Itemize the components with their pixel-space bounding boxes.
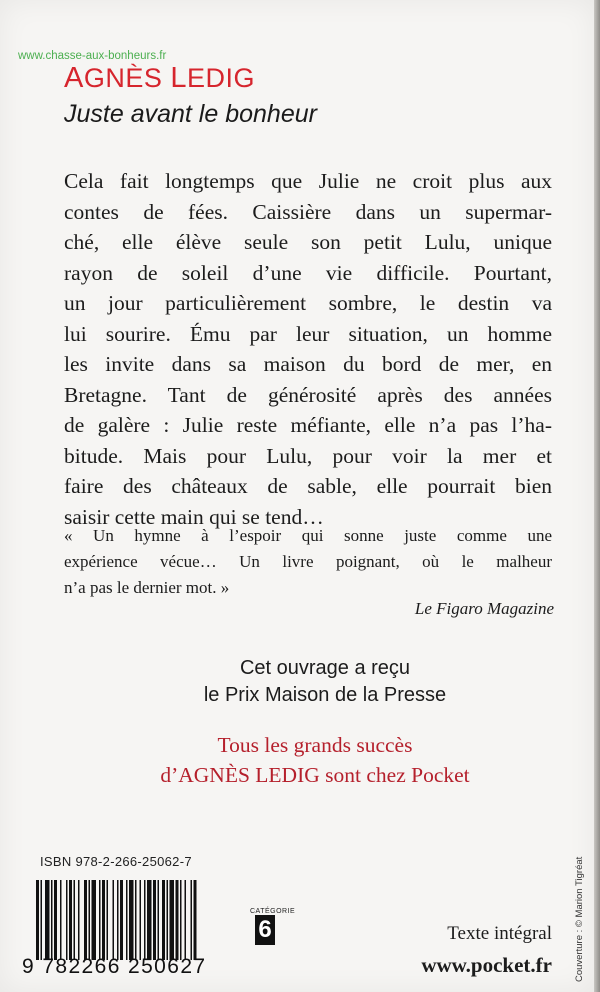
barcode-bar bbox=[54, 880, 57, 960]
watermark-link[interactable]: www.chasse-aux-bonheurs.fr bbox=[18, 50, 167, 62]
barcode-bar bbox=[41, 880, 43, 960]
barcode-bar bbox=[144, 880, 146, 960]
barcode-bar bbox=[102, 880, 105, 960]
barcode-bar bbox=[185, 880, 187, 960]
blurb-line: lui sourire. Ému par leur situation, un homme bbox=[64, 321, 552, 346]
blurb-line: faire des châteaux de sable, elle pourrait bien bbox=[64, 474, 552, 498]
barcode-bar bbox=[78, 880, 80, 960]
blurb-line: un jour particulièrement sombre, le destin va bbox=[64, 291, 552, 315]
barcode-bar bbox=[51, 880, 53, 960]
blurb-line: saisir cette main qui se tend… bbox=[64, 504, 324, 529]
barcode-bar bbox=[113, 880, 115, 960]
barcode-bar bbox=[92, 880, 97, 960]
book-title: Juste avant le bonheur bbox=[64, 100, 317, 128]
barcode-bar bbox=[147, 880, 152, 960]
prize-line: Cet ouvrage a reçu bbox=[239, 657, 411, 679]
barcode-bar bbox=[158, 880, 160, 960]
quote-line: « Un hymne à l’espoir qui sonne juste comme une bbox=[64, 526, 552, 545]
barcode-bar bbox=[120, 880, 123, 960]
barcode-bar bbox=[170, 880, 175, 960]
quote-source: Le Figaro Magazine bbox=[414, 599, 554, 618]
category-label: CATÉGORIE bbox=[250, 908, 296, 915]
barcode-bar bbox=[84, 880, 87, 960]
back-cover: www.chasse-aux-bonheurs.fr AGNÈS LEDIG Juste avant le bonheur Cela fait longtemps que Julie ne croit plus aux contes de fées. Caissière dans un supermar- ché, elle élève seule son petit Lulu, unique rayon de soleil d’une vie difficile. Pourtant, un jour particulièrement sombre, le destin va lui sourire. Ému par leur situation, un homme les invite dans sa maison du bord de mer, en Bretagne. Tant de générosité après des années de galère : Julie reste méfiante, elle n’a pas l’ha- bitude. Mais pour Lulu, pour voir la mer et faire des châteaux de sable, elle pourrait bien saisir cette main qui se tend… « Un hymne à l’espoir qui sonne juste comme une expérience vécue… Un livre poignant, où le malheur n’a pas le dernier mot. » Le Figaro Magazine Cet ouvrage a reçu le Prix Maison de la Presse Tous les grands succès d’AGNÈS LEDIG sont chez Pocket ISBN 978-2-266-25062-7 9 782266 250627 CATÉGORIE 6 Texte intégral www.pocket.fr Couverture : © Marion Tigréat bbox=[0, 0, 594, 992]
blurb-line: Cela fait longtemps que Julie ne croit plus aux bbox=[64, 169, 552, 193]
barcode-bar bbox=[36, 880, 39, 960]
blurb-line: rayon de soleil d’une vie difficile. Pourtant, bbox=[64, 260, 552, 285]
blurb-line: Bretagne. Tant de générosité après des années bbox=[64, 382, 552, 407]
barcode-bar bbox=[167, 880, 169, 960]
isbn: ISBN 978-2-266-25062-7 bbox=[40, 854, 192, 869]
barcode-bar bbox=[135, 880, 137, 960]
texte-integral: Texte intégral bbox=[447, 923, 552, 944]
prize-notice bbox=[100, 655, 550, 709]
blurb-line: les invite dans sa maison du bord de mer, en bbox=[64, 352, 552, 376]
barcode-digits: 9 782266 250627 bbox=[22, 955, 207, 978]
quote-line: expérience vécue… Un livre poignant, où le malheur bbox=[64, 552, 552, 571]
barcode-bar bbox=[129, 880, 134, 960]
quote-line: n’a pas le dernier mot. » bbox=[64, 578, 230, 597]
barcode-bar bbox=[74, 880, 76, 960]
barcode-bar bbox=[66, 880, 68, 960]
barcode-bar bbox=[89, 880, 91, 960]
blurb-line: ché, elle élève seule son petit Lulu, unique bbox=[64, 230, 552, 254]
barcode-bar bbox=[191, 880, 193, 960]
barcode-bar bbox=[126, 880, 128, 960]
barcode-bar bbox=[180, 880, 182, 960]
barcode-bar bbox=[45, 880, 50, 960]
barcode bbox=[36, 880, 248, 960]
promo-line-2: d’AGNÈS LEDIG sont chez Pocket bbox=[160, 763, 470, 787]
promo-line-1: Tous les grands succès bbox=[217, 733, 413, 757]
barcode-bar bbox=[107, 880, 109, 960]
barcode-bar bbox=[60, 880, 62, 960]
author-name: AGNÈS LEDIG bbox=[64, 62, 256, 94]
barcode-bar bbox=[140, 880, 142, 960]
promo-text bbox=[60, 730, 570, 790]
blurb bbox=[64, 166, 552, 532]
blurb-line: contes de fées. Caissière dans un supermar- bbox=[64, 199, 552, 224]
barcode-bar bbox=[162, 880, 165, 960]
prize-line: le Prix Maison de la Presse bbox=[203, 684, 447, 706]
promo-author: AGNÈS LEDIG bbox=[178, 763, 320, 787]
blurb-line: bitude. Mais pour Lulu, pour voir la mer et bbox=[64, 443, 552, 468]
barcode-bar bbox=[153, 880, 156, 960]
press-quote bbox=[64, 523, 552, 601]
publisher-website[interactable]: www.pocket.fr bbox=[421, 953, 552, 977]
barcode-bar bbox=[194, 880, 197, 960]
page-edge bbox=[594, 0, 600, 992]
barcode-bar bbox=[69, 880, 72, 960]
blurb-line: de galère : Julie reste méfiante, elle n’a pas l’ha- bbox=[64, 413, 552, 437]
barcode-bar bbox=[99, 880, 101, 960]
barcode-bar bbox=[117, 880, 119, 960]
category-badge: 6 bbox=[255, 915, 275, 945]
barcode-bar bbox=[176, 880, 179, 960]
